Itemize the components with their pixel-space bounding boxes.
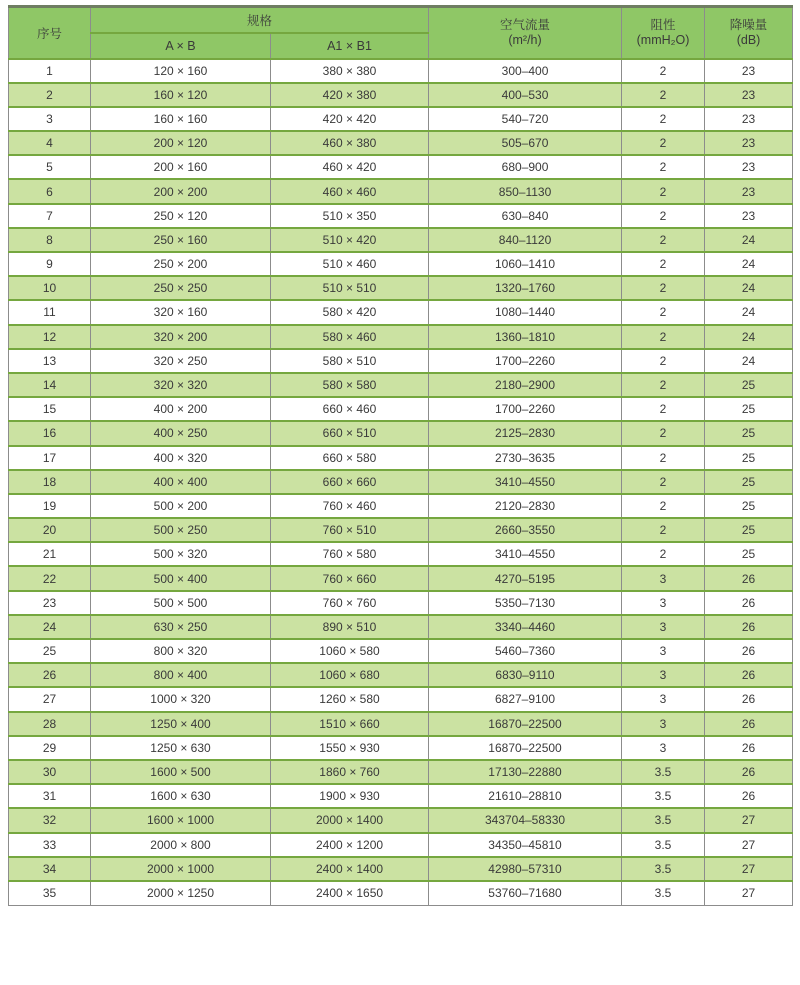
table-cell: 24 [705,349,793,373]
table-cell: 24 [705,325,793,349]
table-cell: 660 × 510 [271,421,429,445]
table-cell: 2400 × 1200 [271,833,429,857]
table-cell: 3 [622,736,705,760]
table-cell: 26 [705,591,793,615]
table-cell: 580 × 420 [271,300,429,324]
table-cell: 1320–1760 [429,276,622,300]
table-cell: 3 [622,687,705,711]
table-cell: 500 × 500 [91,591,271,615]
table-cell: 26 [705,687,793,711]
table-cell: 16 [9,421,91,445]
table-cell: 500 × 250 [91,518,271,542]
table-cell: 2 [622,494,705,518]
table-cell: 250 × 120 [91,204,271,228]
header-noise-label: 降噪量 [729,18,768,33]
table-cell: 760 × 510 [271,518,429,542]
table-cell: 27 [705,833,793,857]
table-cell: 680–900 [429,155,622,179]
table-row [9,252,793,276]
header-col-a1xb1: A1 × B1 [271,33,429,59]
table-cell: 19 [9,494,91,518]
table-row [9,615,793,639]
table-cell: 120 × 160 [91,59,271,83]
table-cell: 23 [705,59,793,83]
table-cell: 1060 × 680 [271,663,429,687]
table-cell: 510 × 420 [271,228,429,252]
table-cell: 20 [9,518,91,542]
table-cell: 25 [705,373,793,397]
table-cell: 23 [705,179,793,203]
table-cell: 53760–71680 [429,881,622,905]
table-cell: 2660–3550 [429,518,622,542]
table-cell: 2 [622,252,705,276]
header-noise-unit: (dB) [736,32,761,47]
table-row [9,566,793,590]
table-cell: 320 × 320 [91,373,271,397]
table-cell: 580 × 580 [271,373,429,397]
table-cell: 23 [705,204,793,228]
table-cell: 24 [705,252,793,276]
table-cell: 2 [622,373,705,397]
table-row [9,107,793,131]
table-cell: 2 [9,83,91,107]
table-cell: 21 [9,542,91,566]
table-cell: 3410–4550 [429,470,622,494]
table-row [9,712,793,736]
table-cell: 400 × 400 [91,470,271,494]
table-cell: 2730–3635 [429,446,622,470]
header-col-flow [429,7,622,59]
table-cell: 18 [9,470,91,494]
table-cell: 200 × 160 [91,155,271,179]
table-cell: 1 [9,59,91,83]
table-row [9,542,793,566]
table-cell: 343704–58330 [429,808,622,832]
table-cell: 890 × 510 [271,615,429,639]
table-cell: 200 × 200 [91,179,271,203]
table-cell: 2 [622,204,705,228]
table-cell: 460 × 460 [271,179,429,203]
table-cell: 24 [705,300,793,324]
table-cell: 34350–45810 [429,833,622,857]
table-cell: 1260 × 580 [271,687,429,711]
table-cell: 27 [705,881,793,905]
table-cell: 16870–22500 [429,736,622,760]
table-cell: 160 × 120 [91,83,271,107]
table-row [9,808,793,832]
table-row [9,373,793,397]
table-cell: 25 [705,470,793,494]
table-row [9,83,793,107]
table-cell: 3.5 [622,760,705,784]
table-row [9,760,793,784]
spec-table [8,5,793,906]
table-cell: 1510 × 660 [271,712,429,736]
table-cell: 460 × 420 [271,155,429,179]
table-cell: 33 [9,833,91,857]
table-cell: 2120–2830 [429,494,622,518]
table-cell: 660 × 460 [271,397,429,421]
table-row [9,155,793,179]
table-cell: 2 [622,228,705,252]
table-cell: 26 [705,784,793,808]
table-cell: 2 [622,542,705,566]
table-cell: 29 [9,736,91,760]
table-cell: 3 [622,615,705,639]
table-row [9,325,793,349]
table-cell: 3.5 [622,881,705,905]
table-cell: 27 [705,808,793,832]
table-cell: 25 [9,639,91,663]
header-row-top [9,7,793,33]
table-cell: 2 [622,470,705,494]
table-row [9,857,793,881]
table-cell: 34 [9,857,91,881]
table-cell: 27 [9,687,91,711]
table-cell: 760 × 760 [271,591,429,615]
table-cell: 4 [9,131,91,155]
table-cell: 760 × 460 [271,494,429,518]
table-cell: 510 × 350 [271,204,429,228]
table-cell: 2000 × 800 [91,833,271,857]
table-cell: 320 × 250 [91,349,271,373]
table-cell: 840–1120 [429,228,622,252]
table-row [9,470,793,494]
table-cell: 800 × 320 [91,639,271,663]
table-cell: 25 [705,542,793,566]
table-row [9,639,793,663]
table-cell: 630–840 [429,204,622,228]
table-cell: 26 [705,712,793,736]
table-row [9,833,793,857]
table-cell: 26 [9,663,91,687]
table-cell: 2 [622,421,705,445]
table-cell: 3 [9,107,91,131]
table-cell: 320 × 200 [91,325,271,349]
table-cell: 25 [705,494,793,518]
table-cell: 4270–5195 [429,566,622,590]
table-cell: 8 [9,228,91,252]
table-cell: 23 [9,591,91,615]
table-cell: 2 [622,446,705,470]
table-row [9,349,793,373]
table-cell: 5460–7360 [429,639,622,663]
table-cell: 30 [9,760,91,784]
table-cell: 24 [705,276,793,300]
table-row [9,300,793,324]
table-row [9,397,793,421]
table-cell: 1360–1810 [429,325,622,349]
table-cell: 26 [705,736,793,760]
table-cell: 2 [622,397,705,421]
table-cell: 505–670 [429,131,622,155]
table-cell: 26 [705,566,793,590]
table-cell: 1250 × 630 [91,736,271,760]
table-cell: 2 [622,325,705,349]
table-cell: 27 [705,857,793,881]
table-row [9,736,793,760]
table-cell: 13 [9,349,91,373]
table-cell: 3.5 [622,808,705,832]
table-cell: 6827–9100 [429,687,622,711]
table-cell: 2 [622,155,705,179]
table-cell: 1250 × 400 [91,712,271,736]
table-cell: 23 [705,83,793,107]
table-cell: 3340–4460 [429,615,622,639]
table-row [9,179,793,203]
table-cell: 1900 × 930 [271,784,429,808]
header-resistance-label: 阻性 [650,18,676,33]
table-cell: 22 [9,566,91,590]
table-cell: 1550 × 930 [271,736,429,760]
table-row [9,591,793,615]
table-cell: 1700–2260 [429,349,622,373]
header-col-axb: A × B [91,33,271,59]
table-cell: 250 × 200 [91,252,271,276]
table-cell: 660 × 660 [271,470,429,494]
table-cell: 23 [705,131,793,155]
table-cell: 2 [622,107,705,131]
table-cell: 28 [9,712,91,736]
table-body [9,59,793,906]
table-row [9,784,793,808]
table-cell: 760 × 580 [271,542,429,566]
table-cell: 3 [622,663,705,687]
table-cell: 2 [622,349,705,373]
table-cell: 1080–1440 [429,300,622,324]
header-col-spec: 规格 [91,7,429,33]
table-cell: 3 [622,591,705,615]
table-row [9,59,793,83]
table-row [9,228,793,252]
header-col-resistance [622,7,705,59]
table-cell: 42980–57310 [429,857,622,881]
table-cell: 540–720 [429,107,622,131]
table-row [9,494,793,518]
table-cell: 2000 × 1400 [271,808,429,832]
table-cell: 24 [9,615,91,639]
table-cell: 1600 × 500 [91,760,271,784]
table-cell: 2180–2900 [429,373,622,397]
table-cell: 2 [622,179,705,203]
table-cell: 160 × 160 [91,107,271,131]
table-cell: 1060–1410 [429,252,622,276]
table-cell: 380 × 380 [271,59,429,83]
table-cell: 500 × 400 [91,566,271,590]
table-cell: 2400 × 1400 [271,857,429,881]
table-cell: 23 [705,155,793,179]
table-cell: 320 × 160 [91,300,271,324]
table-cell: 9 [9,252,91,276]
table-cell: 2 [622,276,705,300]
table-cell: 16870–22500 [429,712,622,736]
table-cell: 2 [622,518,705,542]
table-cell: 5350–7130 [429,591,622,615]
table-row [9,276,793,300]
table-cell: 2000 × 1250 [91,881,271,905]
table-cell: 420 × 420 [271,107,429,131]
table-cell: 2 [622,59,705,83]
table-cell: 7 [9,204,91,228]
table-cell: 580 × 460 [271,325,429,349]
table-cell: 510 × 510 [271,276,429,300]
table-cell: 630 × 250 [91,615,271,639]
table-cell: 5 [9,155,91,179]
table-cell: 3 [622,639,705,663]
table-cell: 800 × 400 [91,663,271,687]
table-cell: 31 [9,784,91,808]
table-cell: 1060 × 580 [271,639,429,663]
table-cell: 400 × 200 [91,397,271,421]
table-cell: 35 [9,881,91,905]
table-cell: 460 × 380 [271,131,429,155]
table-cell: 12 [9,325,91,349]
table-header [9,7,793,59]
table-cell: 850–1130 [429,179,622,203]
table-cell: 400 × 250 [91,421,271,445]
table-cell: 760 × 660 [271,566,429,590]
table-cell: 6 [9,179,91,203]
table-cell: 17 [9,446,91,470]
table-row [9,131,793,155]
header-col-serial: 序号 [9,7,91,59]
table-cell: 400–530 [429,83,622,107]
table-row [9,663,793,687]
table-cell: 1600 × 1000 [91,808,271,832]
table-cell: 26 [705,663,793,687]
table-cell: 250 × 160 [91,228,271,252]
table-cell: 32 [9,808,91,832]
table-cell: 1000 × 320 [91,687,271,711]
table-cell: 660 × 580 [271,446,429,470]
table-cell: 25 [705,518,793,542]
table-cell: 23 [705,107,793,131]
table-cell: 6830–9110 [429,663,622,687]
table-row [9,204,793,228]
table-cell: 2400 × 1650 [271,881,429,905]
table-cell: 200 × 120 [91,131,271,155]
table-row [9,421,793,445]
table-cell: 26 [705,760,793,784]
table-cell: 11 [9,300,91,324]
table-cell: 500 × 320 [91,542,271,566]
table-cell: 3.5 [622,784,705,808]
table-cell: 24 [705,228,793,252]
table-cell: 2000 × 1000 [91,857,271,881]
table-cell: 420 × 380 [271,83,429,107]
table-cell: 25 [705,421,793,445]
table-cell: 3 [622,566,705,590]
table-cell: 14 [9,373,91,397]
table-cell: 3 [622,712,705,736]
table-cell: 26 [705,615,793,639]
table-cell: 500 × 200 [91,494,271,518]
table-cell: 2 [622,131,705,155]
table-cell: 1860 × 760 [271,760,429,784]
table-cell: 300–400 [429,59,622,83]
table-cell: 510 × 460 [271,252,429,276]
header-col-noise [705,7,793,59]
table-cell: 25 [705,446,793,470]
header-resistance-unit: (mmH₂O) [636,32,690,47]
table-cell: 250 × 250 [91,276,271,300]
table-cell: 3.5 [622,833,705,857]
table-row [9,687,793,711]
table-cell: 21610–28810 [429,784,622,808]
table-cell: 2 [622,300,705,324]
table-cell: 3410–4550 [429,542,622,566]
header-flow-label: 空气流量 [500,18,551,33]
table-cell: 10 [9,276,91,300]
table-row [9,881,793,905]
table-cell: 3.5 [622,857,705,881]
table-cell: 400 × 320 [91,446,271,470]
table-cell: 15 [9,397,91,421]
table-cell: 2 [622,83,705,107]
table-cell: 17130–22880 [429,760,622,784]
header-flow-unit: (m²/h) [508,32,542,47]
table-cell: 1700–2260 [429,397,622,421]
table-cell: 26 [705,639,793,663]
table-cell: 2125–2830 [429,421,622,445]
table-cell: 1600 × 630 [91,784,271,808]
table-row [9,446,793,470]
table-cell: 25 [705,397,793,421]
table-row [9,518,793,542]
table-cell: 580 × 510 [271,349,429,373]
